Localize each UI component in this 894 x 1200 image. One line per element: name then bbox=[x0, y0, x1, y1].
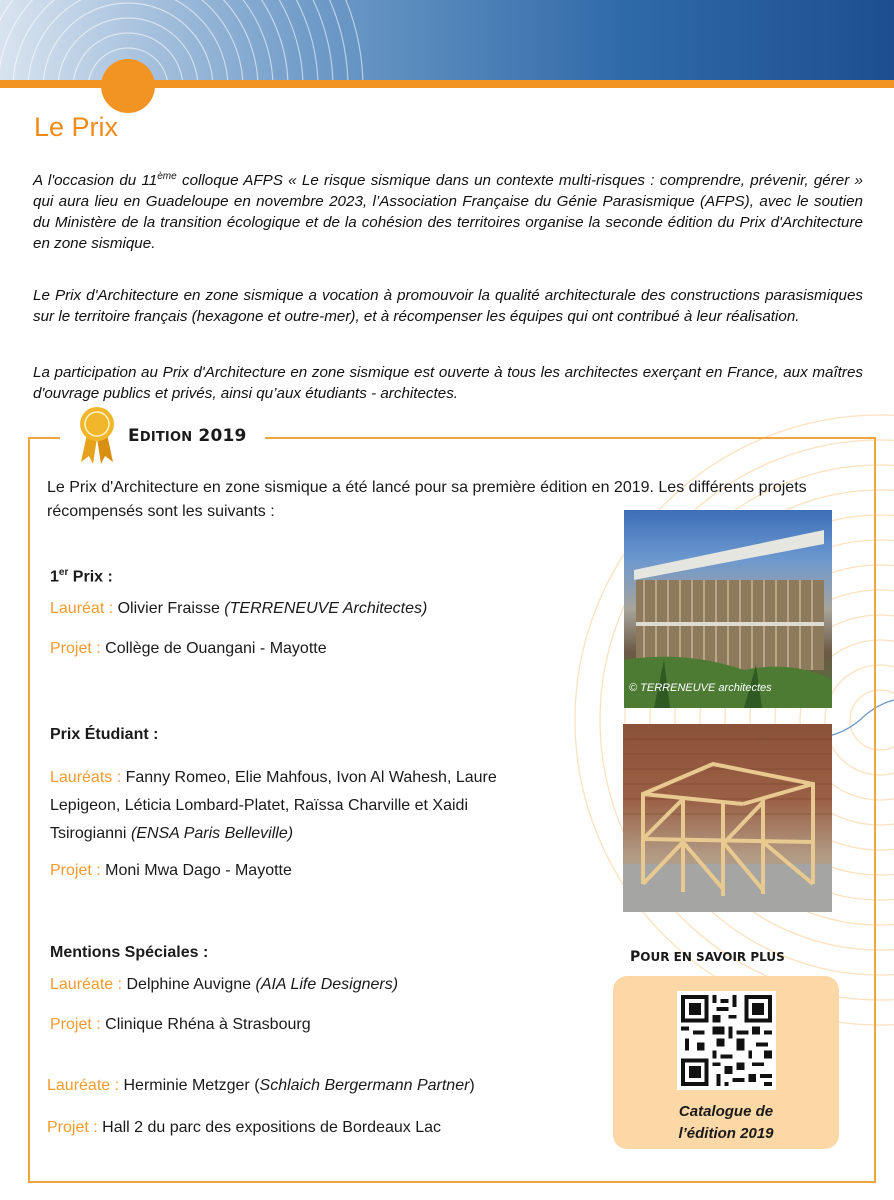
catalogue-caption[interactable]: Catalogue de l’édition 2019 bbox=[678, 1103, 774, 1142]
moni-mwa-dago-photo bbox=[623, 724, 832, 912]
edition-title: EDITION 2019 bbox=[128, 426, 247, 446]
photo-credit: © TERRENEUVE architectes bbox=[629, 682, 772, 694]
header-sun-circle bbox=[98, 56, 158, 116]
intro-paragraph-1: A l'occasion du 11ème colloque AFPS « Le risque sismique dans un contexte multi-risques : comprendre, prévenir, gérer » qui aura lieu en Guadeloupe en novembre 2023, l’Association Française du Génie Parasismique (AFPS), avec le soutien du Ministère de la transition écologique et de la cohésion des territoires organise la seconde édition du Prix d'Architecture en zone sismique. bbox=[33, 171, 863, 253]
more-info-title: POUR EN SAVOIR PLUS bbox=[630, 949, 785, 965]
wood-frame-illustration bbox=[623, 724, 832, 912]
medal-ribbon-icon bbox=[74, 404, 120, 466]
intro-paragraph-2: Le Prix d'Architecture en zone sismique a vocation à promouvoir la qualité architecturale des constructions parasismiques sur le territoire français (hexagone et outre-mer), et à récompenser les équipes qui ont contribué à leur réalisation. bbox=[33, 287, 863, 325]
student-prize-heading: Prix Étudiant : bbox=[50, 726, 159, 743]
mention-1-projet: Projet : Clinique Rhéna à Strasbourg bbox=[50, 1016, 311, 1033]
mention-2-laureate: Lauréate : Herminie Metzger (Schlaich Bergermann Partner) bbox=[47, 1077, 475, 1094]
student-prize-projet: Projet : Moni Mwa Dago - Mayotte bbox=[50, 862, 292, 879]
mentions-heading: Mentions Spéciales : bbox=[50, 944, 209, 961]
first-prize-laureat: Lauréat : Olivier Fraisse (TERRENEUVE Architectes) bbox=[50, 600, 428, 617]
mention-2-projet: Projet : Hall 2 du parc des expositions de Bordeaux Lac bbox=[47, 1119, 442, 1136]
first-prize-projet: Projet : Collège de Ouangani - Mayotte bbox=[50, 640, 327, 657]
first-prize-heading: 1er Prix : bbox=[50, 567, 113, 586]
qr-code-icon[interactable] bbox=[677, 991, 776, 1090]
student-prize-laureats: Lauréats : Fanny Romeo, Elie Mahfous, Ivon Al Wahesh, Laure Lepigeon, Léticia Lombard-Platet, Raïssa Charville et Xaidi Tsirogianni (ENSA Paris Belleville) bbox=[50, 769, 497, 842]
college-ouangani-photo bbox=[624, 510, 832, 708]
intro-paragraph-3: La participation au Prix d'Architecture en zone sismique est ouverte à tous les architectes exerçant en France, aux maîtres d'ouvrage publics et privés, ainsi qu’aux étudiants - architectes. bbox=[33, 364, 863, 402]
building-illustration bbox=[624, 510, 832, 708]
edition-lead-text: Le Prix d'Architecture en zone sismique a été lancé pour sa première édition en 2019. Les différents projets récompensés sont les suivants : bbox=[47, 479, 807, 520]
mention-1-laureate: Lauréate : Delphine Auvigne (AIA Life Designers) bbox=[50, 976, 399, 993]
page-title: Le Prix bbox=[34, 112, 119, 142]
